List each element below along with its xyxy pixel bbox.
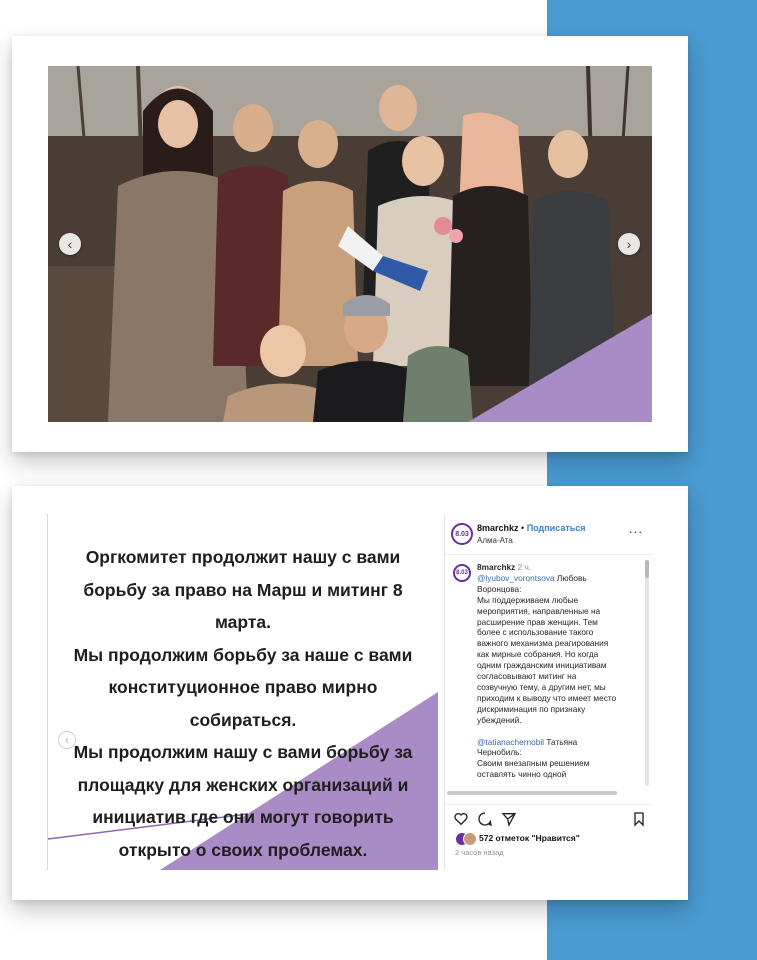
slide-statement	[54, 541, 432, 866]
slide-line: конституционное право мирно	[108, 677, 378, 697]
carousel-next-button[interactable]	[618, 233, 640, 255]
likes-count-text	[479, 833, 580, 843]
follow-button[interactable]: Подписаться	[526, 523, 586, 533]
slide-prev-button[interactable]	[58, 731, 76, 749]
likes-count: 572	[479, 833, 494, 843]
slide-line: собираться.	[189, 709, 297, 730]
slide-line: марта.	[214, 612, 272, 632]
likes-label: отметок "Нравится"	[493, 833, 580, 843]
username-link[interactable]: 8marchkz	[477, 523, 519, 533]
slide-line: борьбу за право на Марш и митинг 8	[83, 579, 403, 600]
caption-text	[477, 562, 637, 780]
caption-comment	[445, 556, 653, 796]
carousel-prev-button[interactable]	[59, 233, 81, 255]
caption-body: Татьяна Чернобиль: Своим внезапным решением оставлять чинно одной	[477, 736, 590, 780]
caption-body: Любовь Воронцова: Мы поддерживаем любые мероприятия, направленные на расширение прав женщин. Тем более с использование такого важного механизма реагирования как мирные собрания. Но когда одним гражданским инициативам согласовывают митинг на созвучную тему, а другим нет, мы приходим к выводу что имеет место дискриминация по признаку убеждений.	[477, 572, 617, 725]
liker-avatar	[463, 832, 477, 846]
slide-line: Мы продолжим нашу с вами борьбу за	[73, 742, 413, 762]
separator-dot: •	[518, 523, 527, 533]
vertical-scrollbar-thumb[interactable]	[645, 560, 649, 578]
share-icon[interactable]	[501, 811, 517, 827]
instagram-post-card	[12, 486, 688, 900]
mention-link[interactable]: @tatianachernobil	[477, 736, 545, 747]
comment-icon[interactable]	[477, 811, 493, 827]
mention-link[interactable]: @lyubov_vorontsova	[477, 572, 555, 583]
post-timestamp: 2 часов назад	[455, 848, 504, 857]
location-link[interactable]: Алма-Ата	[477, 536, 513, 545]
chevron-left-icon: ‹	[67, 236, 73, 252]
slide-line: площадку для женских организаций и	[77, 774, 409, 795]
horizontal-scrollbar[interactable]	[447, 791, 617, 795]
bookmark-icon[interactable]	[631, 811, 647, 827]
comment-time: 2 ч.	[517, 562, 532, 572]
heart-icon[interactable]	[453, 811, 469, 827]
post-slide	[47, 514, 438, 870]
photo-illustration	[48, 66, 652, 422]
post-header	[445, 514, 653, 555]
slide-line: Оргкомитет продолжит нашу с вами	[85, 547, 401, 567]
instagram-side-panel	[444, 514, 653, 870]
comment-username[interactable]: 8marchkz	[477, 562, 516, 572]
photo-card	[12, 36, 688, 452]
slide-line: инициатив где они могут говорить	[92, 807, 394, 827]
account-avatar[interactable]: 8.03	[451, 523, 473, 545]
slide-line: Мы продолжим борьбу за наше с вами	[73, 644, 413, 665]
action-bar	[445, 804, 653, 831]
chevron-right-icon: ›	[626, 236, 632, 252]
slide-line: открыто о своих проблемах.	[118, 839, 368, 860]
chevron-left-icon: ‹	[65, 734, 69, 746]
carousel-photo	[48, 66, 652, 422]
post-author	[477, 523, 586, 533]
comment-avatar[interactable]: 8.03	[453, 564, 471, 582]
vertical-scrollbar[interactable]	[645, 560, 649, 786]
more-options-icon[interactable]: ···	[628, 524, 643, 539]
